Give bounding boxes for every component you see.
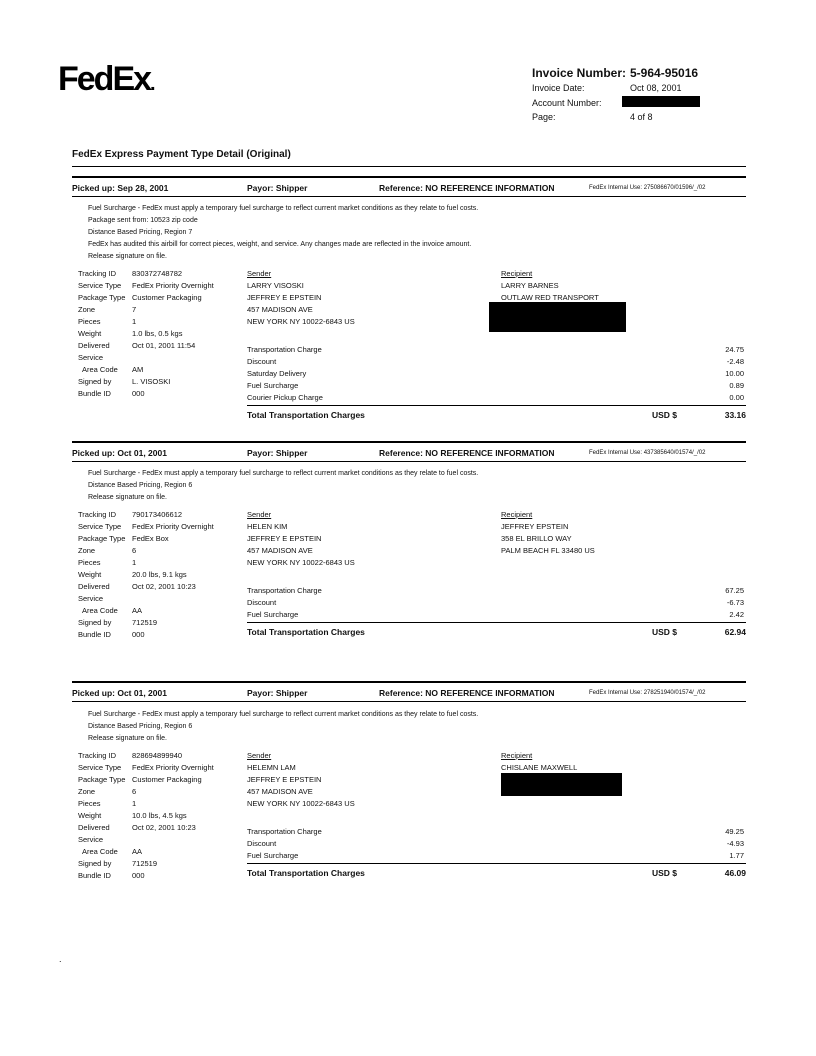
service-label: Service [78, 594, 104, 603]
shipment-3-weight: 10.0 lbs, 4.5 kgs [132, 811, 187, 820]
shipment-3-note: Fuel Surcharge - FedEx must apply a temporary fuel surcharge to reflect current market conditions as they relate to fuel costs. [88, 711, 479, 718]
shipment-3-picked-up: Picked up: Oct 01, 2001 [72, 688, 167, 698]
shipment-3-tracking-id: 828694899940 [132, 751, 183, 760]
shipment-1-signed-by: L. VISOSKI [132, 377, 171, 386]
weight-label: Weight [78, 811, 102, 820]
shipment-2-weight: 20.0 lbs, 9.1 kgs [132, 570, 187, 579]
tracking-id-label: Tracking ID [78, 751, 117, 760]
title-rule [72, 166, 746, 167]
weight-label: Weight [78, 570, 102, 579]
charge-label: Discount [247, 839, 277, 848]
charge-amount: 24.75 [725, 345, 744, 354]
shipment-1-sender-line: JEFFREY E EPSTEIN [247, 293, 322, 302]
shipment-2-zone: 6 [132, 546, 137, 555]
shipment-2-delivered: Oct 02, 2001 10:23 [132, 582, 196, 591]
recipient-heading: Recipient [501, 510, 533, 519]
shipment-2-sender-line: JEFFREY E EPSTEIN [247, 534, 322, 543]
invoice-date: Oct 08, 2001 [630, 83, 682, 93]
shipment-2-sender-line: NEW YORK NY 10022-6843 US [247, 558, 355, 567]
shipment-3-header-rule [72, 701, 746, 702]
account-number-label: Account Number: [532, 98, 602, 108]
pieces-label: Pieces [78, 558, 101, 567]
shipment-1-reference: Reference: NO REFERENCE INFORMATION [379, 183, 555, 193]
weight-label: Weight [78, 329, 102, 338]
shipment-2-pieces: 1 [132, 558, 137, 567]
delivered-label: Delivered [78, 341, 110, 350]
currency-label: USD $ [652, 410, 678, 420]
service-type-label: Service Type [78, 522, 122, 531]
area-code-label: Area Code [82, 365, 118, 374]
charge-label: Fuel Surcharge [247, 381, 299, 390]
zone-label: Zone [78, 305, 96, 314]
shipment-3-payor: Payor: Shipper [247, 688, 308, 698]
shipment-2-recipient-line: JEFFREY EPSTEIN [501, 522, 569, 531]
zone-label: Zone [78, 787, 96, 796]
page-label: Page: [532, 112, 556, 122]
shipment-1-package-type: Customer Packaging [132, 293, 202, 302]
shipment-3-package-type: Customer Packaging [132, 775, 202, 784]
shipment-3-top-rule [72, 681, 746, 683]
shipment-3-recipient-line: CHISLANE MAXWELL [501, 763, 578, 772]
pieces-label: Pieces [78, 799, 101, 808]
charge-amount: 49.25 [725, 827, 744, 836]
shipment-3-total: 46.09 [724, 868, 746, 878]
shipment-1-note: FedEx has audited this airbill for correct pieces, weight, and service. Any changes made are reflected in the invoice amount. [88, 241, 472, 248]
service-label: Service [78, 353, 104, 362]
shipment-2-area-code: AA [132, 606, 143, 615]
tracking-id-label: Tracking ID [78, 510, 117, 519]
charge-label: Transportation Charge [247, 827, 322, 836]
shipment-1-internal-use: FedEx Internal Use: 275086670/01596/_/02 [589, 185, 706, 191]
total-charges-label: Total Transportation Charges [247, 627, 365, 637]
invoice-number-label: Invoice Number: [532, 66, 627, 80]
tracking-id-label: Tracking ID [78, 269, 117, 278]
recipient-heading: Recipient [501, 269, 533, 278]
shipment-1-total: 33.16 [724, 410, 746, 420]
shipment-3-service-type: FedEx Priority Overnight [132, 763, 214, 772]
service-type-label: Service Type [78, 281, 122, 290]
shipment-3-sender-line: HELEMN LAM [247, 763, 296, 772]
shipment-1-area-code: AM [132, 365, 144, 374]
shipment-3-zone: 6 [132, 787, 137, 796]
signed-by-label: Signed by [78, 377, 112, 386]
shipment-1-picked-up: Picked up: Sep 28, 2001 [72, 183, 169, 193]
shipment-3-sender-line: 457 MADISON AVE [247, 787, 313, 796]
redaction-account-number [622, 96, 700, 107]
shipment-1-sender-line: 457 MADISON AVE [247, 305, 313, 314]
recipient-heading: Recipient [501, 751, 533, 760]
shipment-2-total: 62.94 [724, 627, 746, 637]
shipment-2-note: Release signature on file. [88, 494, 167, 501]
shipment-2-signed-by: 712519 [132, 618, 158, 627]
redaction-recipient-address [489, 302, 626, 332]
shipment-3-pieces: 1 [132, 799, 137, 808]
shipment-2-tracking-id: 790173406612 [132, 510, 183, 519]
shipment-1-note: Release signature on file. [88, 253, 167, 260]
shipment-2-recipient-line: 358 EL BRILLO WAY [501, 534, 572, 543]
shipment-3-total-rule [247, 863, 746, 864]
shipment-2-total-rule [247, 622, 746, 623]
charge-amount: 1.77 [729, 851, 744, 860]
charge-amount: -2.48 [726, 357, 744, 366]
shipment-1-header-rule [72, 196, 746, 197]
shipment-1-service-type: FedEx Priority Overnight [132, 281, 214, 290]
footer-mark: . [59, 954, 62, 964]
charge-label: Courier Pickup Charge [247, 393, 323, 402]
shipment-1-total-rule [247, 405, 746, 406]
shipment-2-note: Fuel Surcharge - FedEx must apply a temporary fuel surcharge to reflect current market conditions as they relate to fuel costs. [88, 470, 479, 477]
shipment-1-note: Package sent from: 10523 zip code [88, 217, 198, 224]
package-type-label: Package Type [78, 293, 126, 302]
page-number: 4 of 8 [630, 112, 653, 122]
logo-ex: Ex [112, 60, 151, 98]
shipment-2-package-type: FedEx Box [132, 534, 169, 543]
package-type-label: Package Type [78, 775, 126, 784]
shipment-2-bundle-id: 000 [132, 630, 145, 639]
shipment-2-note: Distance Based Pricing, Region 6 [88, 482, 193, 489]
package-type-label: Package Type [78, 534, 126, 543]
charge-label: Discount [247, 598, 277, 607]
sender-heading: Sender [247, 751, 272, 760]
shipment-2-reference: Reference: NO REFERENCE INFORMATION [379, 448, 555, 458]
bundle-id-label: Bundle ID [78, 630, 111, 639]
service-type-label: Service Type [78, 763, 122, 772]
shipment-3-internal-use: FedEx Internal Use: 278251940/01574/_/02 [589, 690, 706, 696]
charge-amount: 67.25 [725, 586, 744, 595]
shipment-3-area-code: AA [132, 847, 143, 856]
shipment-3-reference: Reference: NO REFERENCE INFORMATION [379, 688, 555, 698]
shipment-1-bundle-id: 000 [132, 389, 145, 398]
charge-amount: 0.00 [729, 393, 744, 402]
area-code-label: Area Code [82, 606, 118, 615]
bundle-id-label: Bundle ID [78, 871, 111, 880]
charge-amount: 10.00 [725, 369, 744, 378]
shipment-2-header-rule [72, 461, 746, 462]
shipment-2-sender-line: HELEN KIM [247, 522, 288, 531]
charge-label: Fuel Surcharge [247, 610, 299, 619]
shipment-1-recipient-line: LARRY BARNES [501, 281, 559, 290]
redaction-recipient-address [501, 773, 622, 796]
shipment-1-delivered: Oct 01, 2001 11:54 [132, 341, 196, 350]
delivered-label: Delivered [78, 823, 110, 832]
charge-amount: 0.89 [729, 381, 744, 390]
shipment-1-tracking-id: 830372748782 [132, 269, 183, 278]
shipment-2-payor: Payor: Shipper [247, 448, 308, 458]
document-title: FedEx Express Payment Type Detail (Original) [72, 149, 291, 160]
signed-by-label: Signed by [78, 859, 112, 868]
shipment-1-note: Fuel Surcharge - FedEx must apply a temporary fuel surcharge to reflect current market conditions as they relate to fuel costs. [88, 205, 479, 212]
signed-by-label: Signed by [78, 618, 112, 627]
shipment-3-signed-by: 712519 [132, 859, 158, 868]
shipment-1-payor: Payor: Shipper [247, 183, 308, 193]
bundle-id-label: Bundle ID [78, 389, 111, 398]
shipment-2-picked-up: Picked up: Oct 01, 2001 [72, 448, 167, 458]
shipment-2-internal-use: FedEx Internal Use: 437385640/01574/_/02 [589, 450, 706, 456]
shipment-3-sender-line: JEFFREY E EPSTEIN [247, 775, 322, 784]
shipment-1-sender-line: LARRY VISOSKI [247, 281, 304, 290]
invoice-number: 5-964-95016 [630, 66, 699, 80]
shipment-1-sender-line: NEW YORK NY 10022-6843 US [247, 317, 355, 326]
fedex-logo: FedEx. [58, 60, 154, 98]
shipment-1-zone: 7 [132, 305, 137, 314]
shipment-2-recipient-line: PALM BEACH FL 33480 US [501, 546, 595, 555]
total-charges-label: Total Transportation Charges [247, 410, 365, 420]
total-charges-label: Total Transportation Charges [247, 868, 365, 878]
delivered-label: Delivered [78, 582, 110, 591]
charge-label: Fuel Surcharge [247, 851, 299, 860]
currency-label: USD $ [652, 627, 678, 637]
charge-label: Transportation Charge [247, 586, 322, 595]
area-code-label: Area Code [82, 847, 118, 856]
shipment-3-bundle-id: 000 [132, 871, 145, 880]
charge-label: Saturday Delivery [247, 369, 307, 378]
charge-amount: -4.93 [726, 839, 744, 848]
shipment-1-note: Distance Based Pricing, Region 7 [88, 229, 193, 236]
logo-fed: Fed [58, 60, 113, 98]
currency-label: USD $ [652, 868, 678, 878]
service-label: Service [78, 835, 104, 844]
shipment-2-sender-line: 457 MADISON AVE [247, 546, 313, 555]
shipment-1-recipient-line: OUTLAW RED TRANSPORT [501, 293, 599, 302]
shipment-2-service-type: FedEx Priority Overnight [132, 522, 214, 531]
shipment-3-delivered: Oct 02, 2001 10:23 [132, 823, 196, 832]
shipment-3-note: Distance Based Pricing, Region 6 [88, 723, 193, 730]
zone-label: Zone [78, 546, 96, 555]
charge-label: Discount [247, 357, 277, 366]
shipment-1-top-rule [72, 176, 746, 178]
sender-heading: Sender [247, 510, 272, 519]
charge-label: Transportation Charge [247, 345, 322, 354]
sender-heading: Sender [247, 269, 272, 278]
shipment-3-sender-line: NEW YORK NY 10022-6843 US [247, 799, 355, 808]
shipment-1-weight: 1.0 lbs, 0.5 kgs [132, 329, 183, 338]
invoice-date-label: Invoice Date: [532, 83, 585, 93]
charge-amount: -6.73 [726, 598, 744, 607]
shipment-1-pieces: 1 [132, 317, 137, 326]
pieces-label: Pieces [78, 317, 101, 326]
shipment-2-top-rule [72, 441, 746, 443]
charge-amount: 2.42 [729, 610, 744, 619]
shipment-3-note: Release signature on file. [88, 735, 167, 742]
